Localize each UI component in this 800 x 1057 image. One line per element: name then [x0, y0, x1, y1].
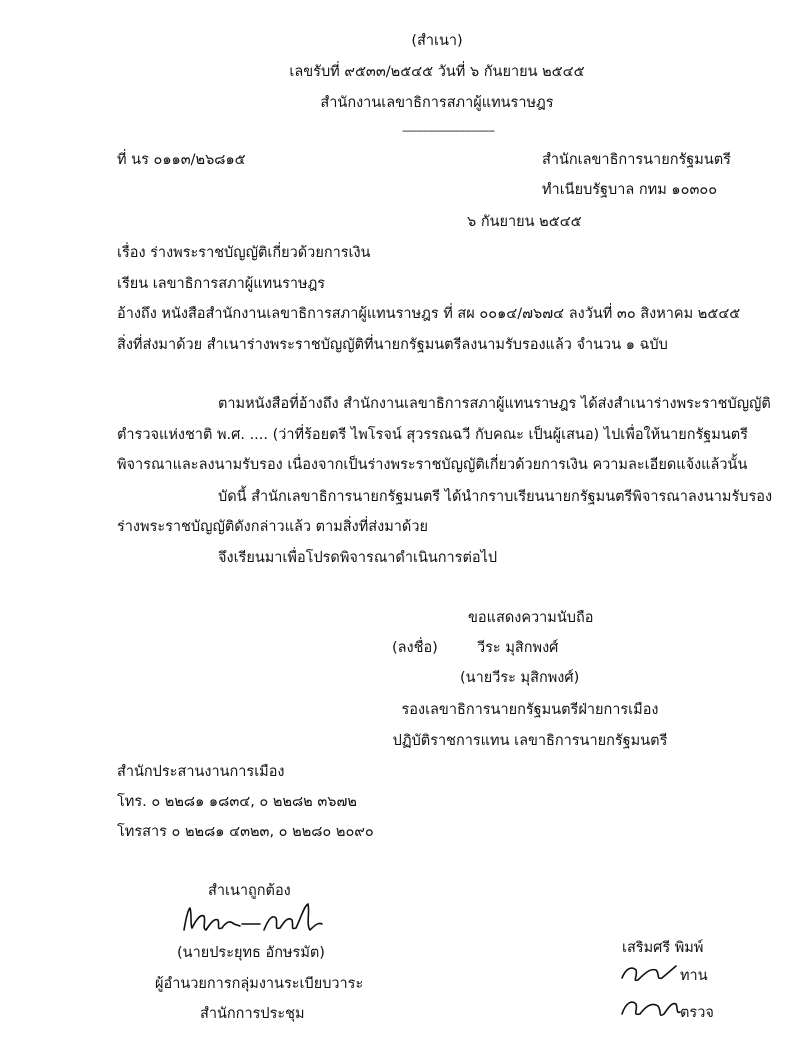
checked-label: ตรวจ	[680, 1005, 714, 1021]
certified-copy-label: สำเนาถูกต้อง	[208, 883, 291, 899]
enclosure-line: สิ่งที่ส่งมาด้วย สำเนาร่างพระราชบัญญัติที่นายกรัฐมนตรีลงนามรับรองแล้ว จำนวน ๑ ฉบับ	[117, 337, 668, 353]
signer-position: รองเลขาธิการนายกรัฐมนตรีฝ่ายการเมือง	[401, 702, 659, 718]
recipient-line: เรียน เลขาธิการสภาผู้แทนราษฎร	[117, 276, 326, 292]
copy-mark: (สำเนา)	[411, 33, 463, 49]
contact-fax: โทรสาร ๐ ๒๒๘๑ ๔๓๒๓, ๐ ๒๒๘๐ ๒๐๙๐	[117, 824, 374, 840]
closing-regards: ขอแสดงความนับถือ	[468, 610, 594, 626]
certifier-signature	[180, 900, 340, 940]
contact-phone: โทร. ๐ ๒๒๘๑ ๑๘๓๔, ๐ ๒๒๘๒ ๓๖๗๒	[117, 794, 357, 810]
sender-address: ทำเนียบรัฐบาล กทม ๑๐๓๐๐	[542, 182, 718, 198]
sender-office: สำนักเลขาธิการนายกรัฐมนตรี	[542, 152, 731, 168]
body-paragraph-3: จึงเรียนมาเพื่อโปรดพิจารณาดำเนินการต่อไป	[218, 550, 498, 566]
certifier-position: ผู้อำนวยการกลุ่มงานระเบียบวาระ	[155, 976, 364, 992]
header-divider: -------------------------------	[401, 124, 495, 137]
body-paragraph-1-line-3: พิจารณาและลงนามรับรอง เนื่องจากเป็นร่างพระราชบัญญัติเกี่ยวด้วยการเงิน ความละเอียดแจ้งแล้วนั้น	[117, 457, 748, 473]
receipt-number: เลขรับที่ ๙๕๓๓/๒๕๔๕ วันที่ ๖ กันยายน ๒๕๔๕	[289, 64, 585, 80]
reference-line: อ้างถึง หนังสือสำนักงานเลขาธิการสภาผู้แทนราษฎร ที่ สผ ๐๐๑๔/๗๖๗๔ ลงวันที่ ๓๐ สิงหาคม ๒๕๔๕	[117, 306, 741, 322]
receiving-office: สำนักงานเลขาธิการสภาผู้แทนราษฎร	[320, 95, 554, 111]
certifier-name: (นายประยุทธ อักษรมัต)	[177, 945, 325, 961]
checker-initials	[618, 990, 684, 1022]
body-paragraph-2-line-2: ร่างพระราชบัญญัติดังกล่าวแล้ว ตามสิ่งที่ส่งมาด้วย	[117, 519, 428, 535]
reference-number: ที่ นร ๐๑๑๓/๒๖๘๑๕	[117, 152, 246, 168]
typist-name: เสริมศรี พิมพ์	[622, 940, 704, 956]
signer-acting-position: ปฏิบัติราชการแทน เลขาธิการนายกรัฐมนตรี	[392, 733, 668, 749]
body-paragraph-1-line-1: ตามหนังสือที่อ้างถึง สำนักงานเลขาธิการสภาผู้แทนราษฎร ได้ส่งสำเนาร่างพระราชบัญญัติ	[218, 396, 771, 412]
signer-name: วีระ มุสิกพงศ์	[477, 640, 559, 656]
signer-full-name: (นายวีระ มุสิกพงศ์)	[460, 670, 580, 686]
letter-date: ๖ กันยายน ๒๕๔๕	[467, 214, 582, 230]
signed-label: (ลงชื่อ)	[392, 640, 438, 656]
certifier-office: สำนักการประชุม	[200, 1006, 305, 1022]
subject-line: เรื่อง ร่างพระราชบัญญัติเกี่ยวด้วยการเงิน	[117, 245, 371, 261]
contact-division: สำนักประสานงานการเมือง	[117, 764, 285, 780]
proofreader-initials	[618, 958, 680, 986]
body-paragraph-1-line-2: ตำรวจแห่งชาติ พ.ศ. .... (ว่าที่ร้อยตรี ไพโรจน์ สุวรรณฉวี กับคณะ เป็นผู้เสนอ) ไปเพื่อให้นายกรัฐมนตรี	[117, 427, 748, 443]
body-paragraph-2-line-1: บัดนี้ สำนักเลขาธิการนายกรัฐมนตรี ได้นำกราบเรียนนายกรัฐมนตรีพิจารณาลงนามรับรอง	[218, 489, 773, 505]
proofread-label: ทาน	[680, 968, 708, 984]
